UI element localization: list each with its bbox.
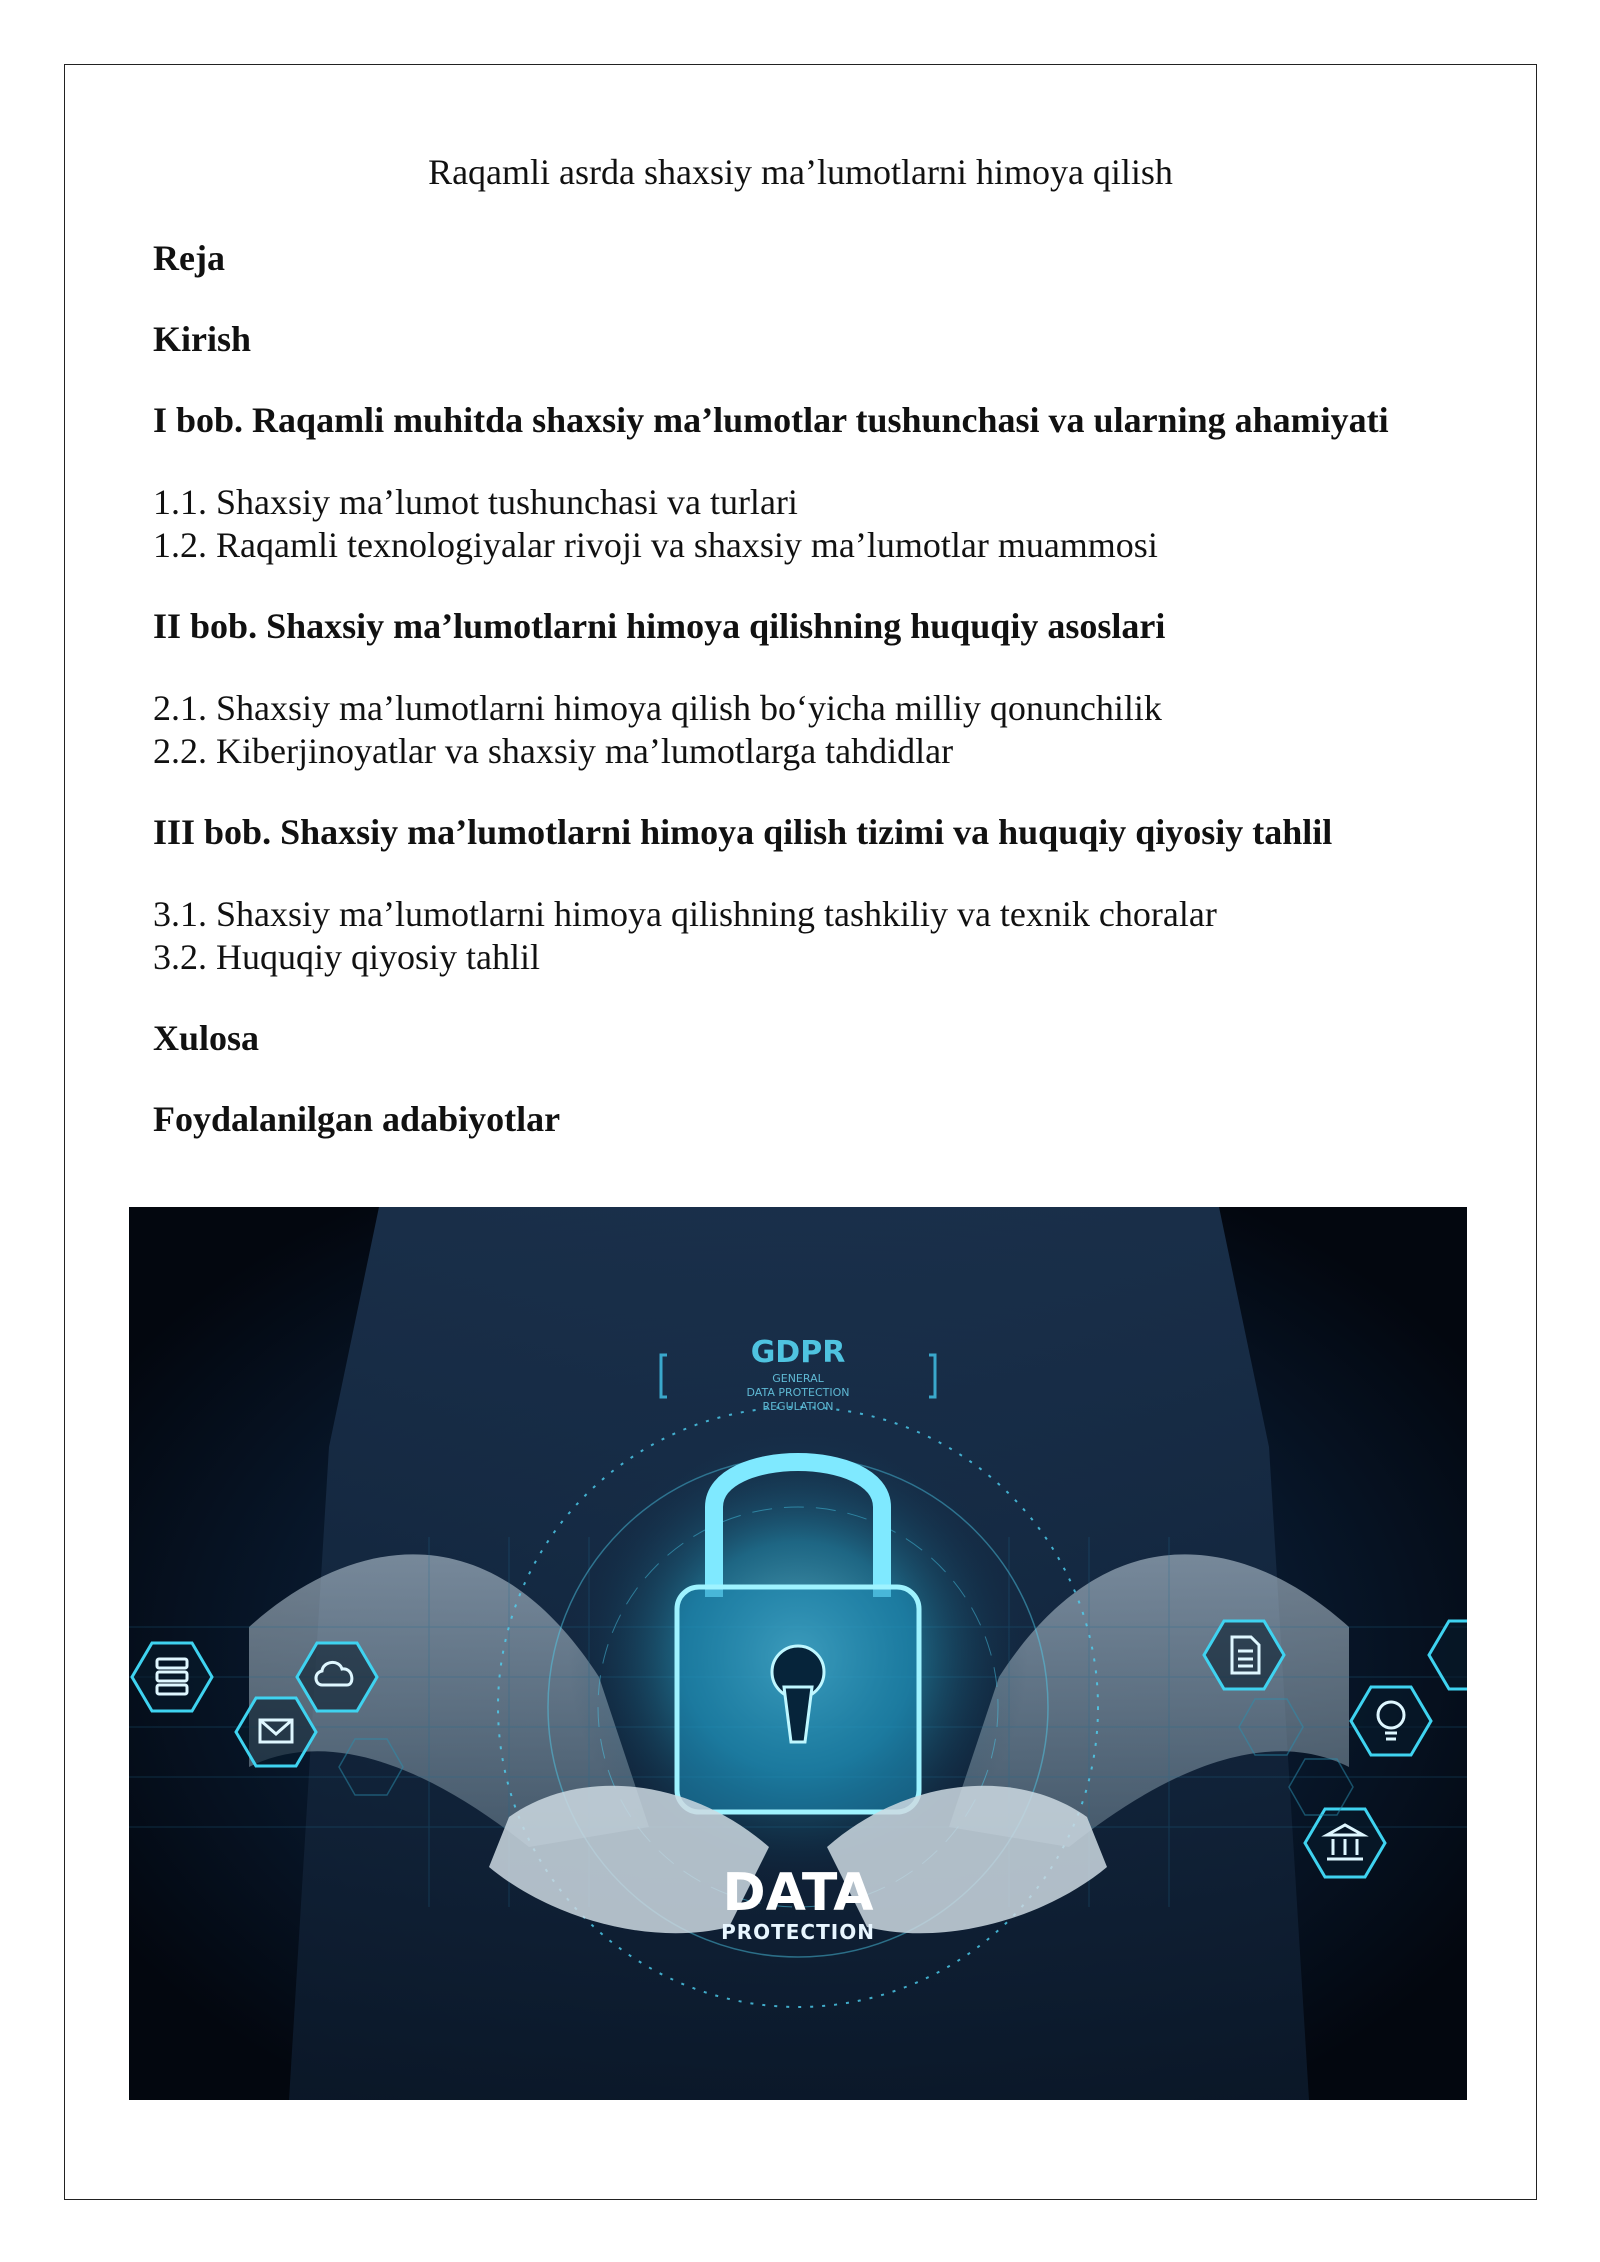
chapter1-heading: I bob. Raqamli muhitda shaxsiy ma’lumotlar tushunchasi va ularning ahamiyati [153,400,1389,440]
data-protection-illustration [129,1207,1467,2100]
gdpr-line2: DATA PROTECTION [746,1386,850,1399]
chapter1-item: 1.1. Shaxsiy ma’lumot tushunchasi va turlari [153,482,798,522]
references-heading: Foydalanilgan adabiyotlar [153,1099,561,1139]
gdpr-line3: REGULATION [762,1400,834,1413]
chapter2-item: 2.2. Kiberjinoyatlar va shaxsiy ma’lumotlarga tahdidlar [153,731,954,771]
document-title: Raqamli asrda shaxsiy ma’lumotlarni himoya qilish [428,152,1173,192]
chapter3-heading: III bob. Shaxsiy ma’lumotlarni himoya qilish tizimi va huquqiy qiyosiy tahlil [153,812,1333,852]
conclusion-heading: Xulosa [153,1018,260,1058]
chapter2-item: 2.1. Shaxsiy ma’lumotlarni himoya qilish bo‘yicha milliy qonunchilik [153,688,1162,728]
chapter3-item: 3.1. Shaxsiy ma’lumotlarni himoya qilishning tashkiliy va texnik choralar [153,894,1217,934]
chapter2-heading: II bob. Shaxsiy ma’lumotlarni himoya qilishning huquqiy asoslari [153,606,1166,646]
intro-heading: Kirish [153,319,252,359]
chapter3-item: 3.2. Huquqiy qiyosiy tahlil [153,937,540,977]
plan-heading: Reja [153,238,225,278]
chapter1-item: 1.2. Raqamli texnologiyalar rivoji va shaxsiy ma’lumotlar muammosi [153,525,1158,565]
gdpr-title: GDPR [750,1335,846,1370]
gdpr-line1: GENERAL [772,1372,824,1385]
data-word: DATA [722,1863,874,1923]
protection-word: PROTECTION [721,1920,875,1944]
